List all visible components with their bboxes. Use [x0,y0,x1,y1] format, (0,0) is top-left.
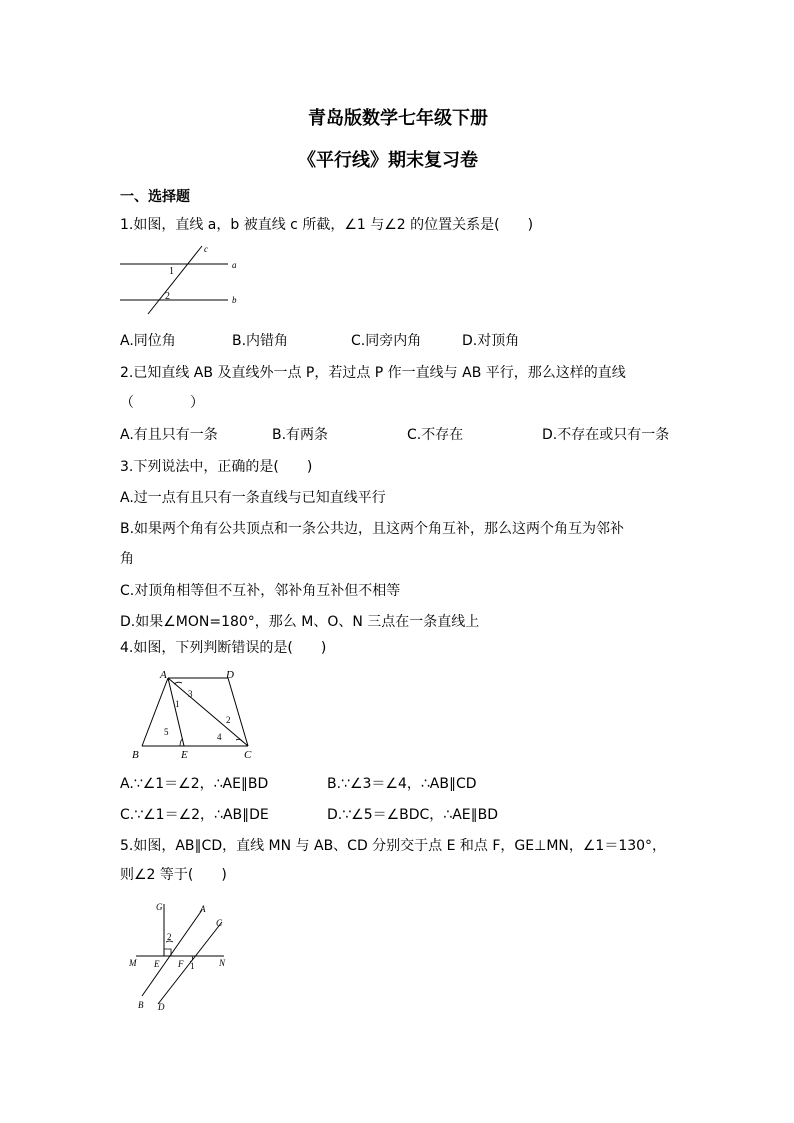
q3-option-d: D.如果∠MON=180°，那么 M、O、N 三点在一条直线上 [120,614,480,630]
q3-option-c: C.对顶角相等但不互补，邻补角互补但不相等 [120,583,401,599]
question-3-text: 3.下列说法中，正确的是( ) [120,459,313,475]
page-subtitle: 《平行线》期末复习卷 [298,150,478,171]
label-B: B [132,749,139,761]
question-2-text: 2.已知直线 AB 及直线外一点 P，若过点 P 作一直线与 AB 平行，那么这样的直线 [120,365,626,381]
label-B: B [138,1000,144,1010]
q3-option-b-line2: 角 [120,551,134,567]
question-5-figure [124,896,239,1014]
question-1-text: 1.如图，直线 a，b 被直线 c 所截，∠1 与∠2 的位置关系是( ) [120,217,534,233]
label-angle-2: 2 [167,932,172,942]
q1-option-c: C.同旁内角 [351,333,422,349]
label-M: M [129,958,137,968]
label-A: A [200,904,206,914]
question-4-text: 4.如图，下列判断错误的是( ) [120,640,327,656]
question-4-figure [128,668,263,763]
q2-option-d: D.不存在或只有一条 [542,427,670,443]
label-angle-1: 1 [190,961,195,971]
page-title: 青岛版数学七年级下册 [308,108,488,129]
label-b: b [232,295,237,305]
label-C: C [244,749,252,761]
label-angle-2: 2 [226,715,231,725]
q3-option-a: A.过一点有且只有一条直线与已知直线平行 [120,490,386,506]
label-F: F [178,959,184,969]
label-a: a [232,260,237,270]
label-angle-5: 5 [164,727,169,737]
q4-option-a: A.∵∠1＝∠2，∴AE∥BD [120,776,269,792]
q2-option-a: A.有且只有一条 [120,427,218,443]
label-angle-4: 4 [217,732,222,742]
q4-option-b: B.∵∠3＝∠4，∴AB∥CD [327,776,477,792]
label-angle-1: 1 [169,266,174,277]
question-1-figure [118,242,243,317]
q2-option-c: C.不存在 [407,427,464,443]
q3-option-b-line1: B.如果两个角有公共顶点和一条公共边，且这两个角互补，那么这两个角互为邻补 [120,521,625,537]
label-E: E [181,749,188,761]
label-angle-2: 2 [165,291,170,302]
q1-option-b: B.内错角 [232,333,289,349]
question-5-text-line1: 5.如图，AB∥CD，直线 MN 与 AB、CD 分别交于点 E 和点 F，GE⊥MN，∠1＝130°， [120,838,667,854]
label-G: G [156,902,163,912]
q1-option-d: D.对顶角 [462,333,520,349]
q4-option-c: C.∵∠1＝∠2，∴AB∥DE [120,807,269,823]
q1-option-a: A.同位角 [120,333,176,349]
label-C: C [216,918,223,928]
label-angle-3: 3 [188,689,193,699]
label-c: c [204,244,208,254]
question-5-text-line2: 则∠2 等于( ) [120,867,227,883]
label-D: D [226,669,234,681]
question-2-paren: （ ） [120,395,204,411]
label-E: E [154,959,160,969]
label-A: A [160,669,167,681]
q4-option-d: D.∵∠5＝∠BDC，∴AE∥BD [327,807,499,823]
q2-option-b: B.有两条 [272,427,329,443]
label-N: N [219,958,226,968]
label-D: D [158,1002,165,1012]
label-angle-1: 1 [175,699,180,709]
section-heading: 一、选择题 [120,189,190,205]
